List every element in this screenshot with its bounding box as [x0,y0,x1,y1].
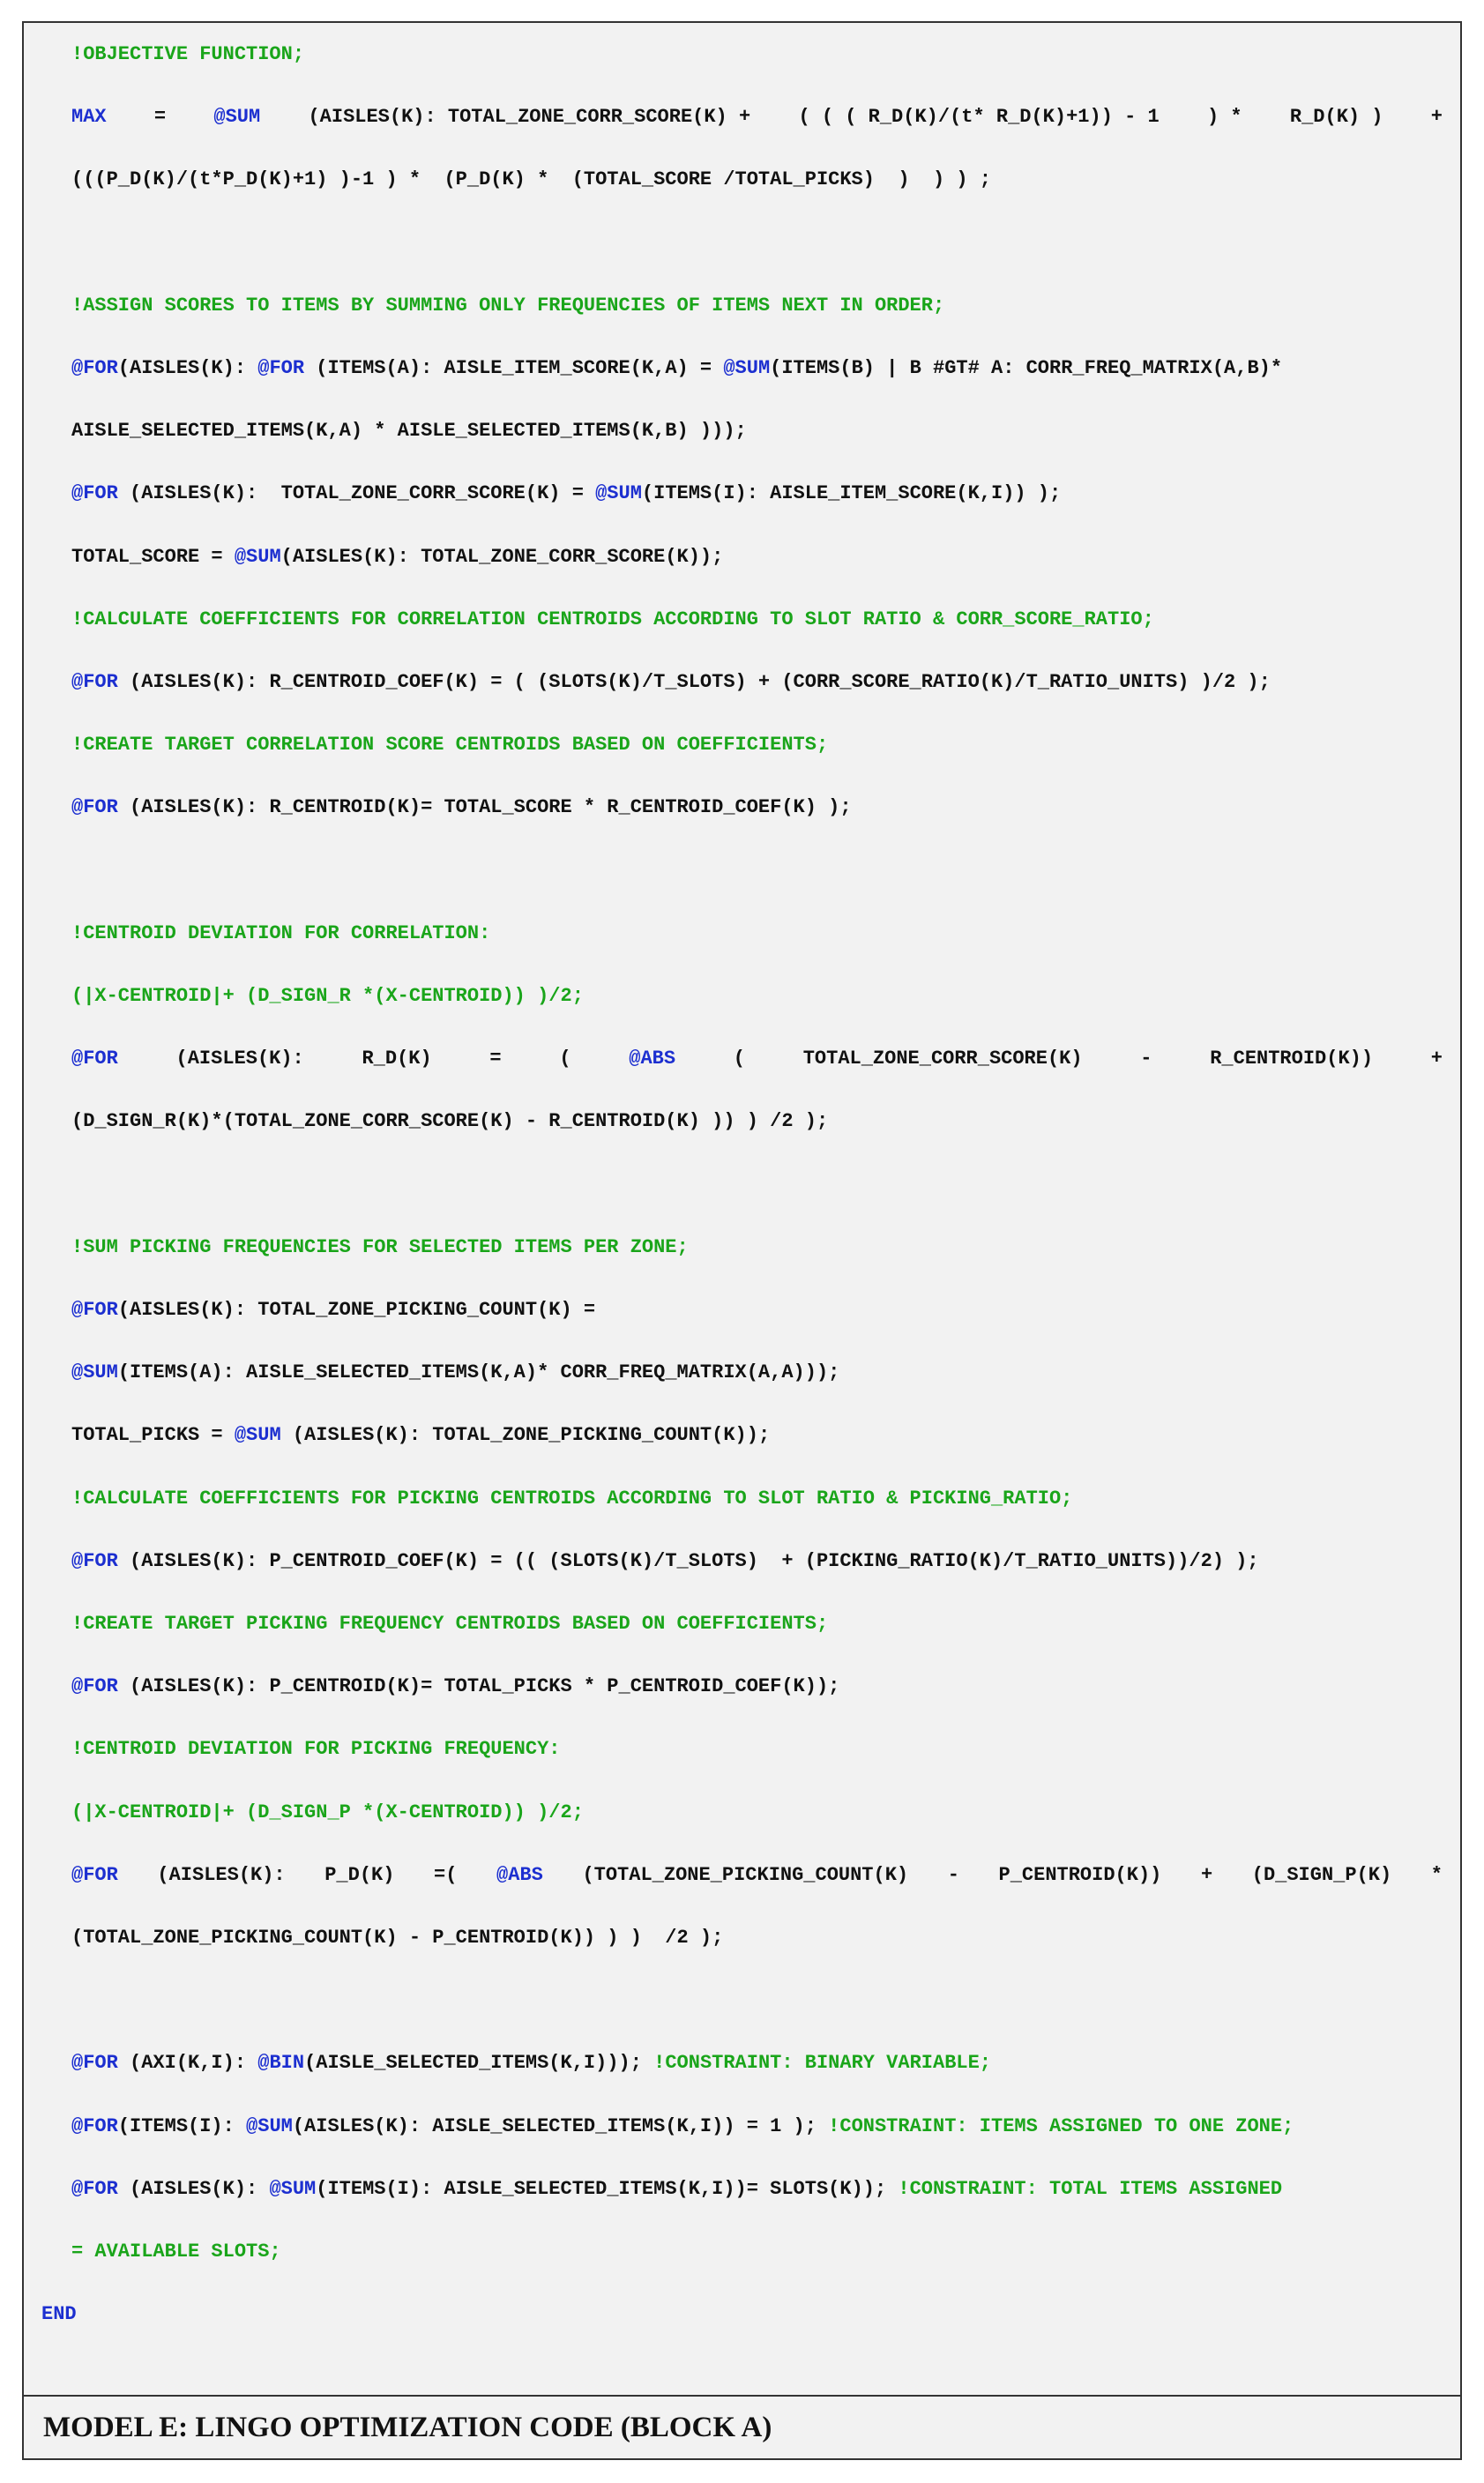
code-line [71,1293,1443,1328]
comment-token: !CENTROID DEVIATION FOR CORRELATION: [71,921,491,944]
code-token: (AISLES(K): P_CENTROID(K)= TOTAL_PICKS * P_CENTROID_COEF(K)); [117,1675,840,1698]
code-token: (D_SIGN_R(K)*(TOTAL_ZONE_CORR_SCORE(K) - R_CENTROID(K) )) ) /2 ); [71,1110,829,1133]
comment-token: !CREATE TARGET PICKING FREQUENCY CENTROIDS BASED ON COEFFICIENTS; [71,1613,829,1635]
code-token: (AISLES(K): TOTAL_ZONE_CORR_SCORE(K) = [117,482,596,505]
code-token: (((P_D(K)/(t*P_D(K)+1) )-1 ) * (P_D(K) * (TOTAL_SCORE /TOTAL_PICKS) ) ) ) ; [71,168,991,191]
code-token: (AISLES(K): R_CENTROID_COEF(K) = ( (SLOTS(K)/T_SLOTS) + (CORR_SCORE_RATIO(K)/T_RATIO_UNITS) )/2 ); [117,671,1271,693]
code-token: (ITEMS(I): AISLE_SELECTED_ITEMS(K,I))= SLOTS(K)); [316,2177,899,2200]
code-line [71,1355,1443,1391]
code-line [71,540,1443,575]
code-token: + [1200,1863,1213,1886]
blank-line [71,226,1443,261]
code-line [71,2046,1443,2081]
code-line [71,790,1443,825]
code-token: ( [733,1048,745,1070]
code-token: - [1140,1048,1152,1070]
code-block [24,23,1460,2398]
code-token: R_D(K) ) [1289,106,1383,129]
code-line [71,288,1443,324]
code-token: (ITEMS(A): AISLE_SELECTED_ITEMS(K,A)* CORR_FREQ_MATRIX(A,A))); [117,1361,840,1384]
code-token: (ITEMS(I): AISLE_ITEM_SCORE(K,I)) ); [641,482,1062,505]
code-token: ( ( ( R_D(K)/(t* R_D(K)+1)) - 1 [798,106,1160,129]
code-token: - [947,1863,959,1886]
code-line [71,1041,1443,1077]
code-line [71,1607,1443,1642]
keyword-token: @SUM [723,357,771,379]
comment-token: !CENTROID DEVIATION FOR PICKING FREQUENCY: [71,1738,561,1761]
code-line [71,100,1443,135]
keyword-token: @FOR [71,1675,118,1698]
code-line [71,414,1443,449]
keyword-token: @FOR [71,671,118,693]
code-line [71,162,1443,198]
comment-token: !CONSTRAINT: BINARY VARIABLE; [653,2052,992,2075]
keyword-token: @FOR [71,1299,118,1321]
keyword-token: @BIN [257,2052,305,2075]
code-token: (AISLES(K): P_CENTROID_COEF(K) = (( (SLOTS(K)/T_SLOTS) + (PICKING_RATIO(K)/T_RATIO_UNITS))/2) ); [117,1549,1259,1572]
keyword-token: MAX [71,106,107,129]
code-token: AISLE_SELECTED_ITEMS(K,A) * AISLE_SELECTED_ITEMS(K,B) ))); [71,420,747,443]
code-token: (D_SIGN_P(K) [1251,1863,1392,1886]
code-token: (AISLES(K): [175,1048,304,1070]
code-token: (AISLES(K): R_CENTROID(K)= TOTAL_SCORE * R_CENTROID_COEF(K) ); [117,796,852,819]
code-figure-frame [22,21,1462,2460]
keyword-token: @SUM [234,1424,281,1447]
code-token: P_D(K) [324,1863,395,1886]
code-line [71,602,1443,638]
comment-token: !CALCULATE COEFFICIENTS FOR CORRELATION CENTROIDS ACCORDING TO SLOT RATIO & CORR_SCORE_RATIO; [71,608,1154,630]
comment-token: !ASSIGN SCORES TO ITEMS BY SUMMING ONLY FREQUENCIES OF ITEMS NEXT IN ORDER; [71,294,945,317]
comment-token: = AVAILABLE SLOTS; [71,2241,281,2263]
keyword-token: @ABS [629,1048,676,1070]
code-line [71,727,1443,763]
code-token: (ITEMS(A): AISLE_ITEM_SCORE(K,A) = [304,357,724,379]
code-line [71,351,1443,386]
code-token: R_D(K) [362,1048,432,1070]
code-token: + [1430,1048,1443,1070]
code-line [71,37,1443,72]
code-line [71,1669,1443,1704]
keyword-token: @FOR [257,357,305,379]
code-line [71,1418,1443,1453]
blank-line [71,1983,1443,2018]
keyword-token: @SUM [71,1361,118,1384]
code-token: = [489,1048,502,1070]
keyword-token: @FOR [71,1549,118,1572]
blank-line [71,854,1443,889]
keyword-token: @ABS [496,1863,543,1886]
code-token: (AISLES(K): [117,2177,270,2200]
comment-token: !OBJECTIVE FUNCTION; [71,43,305,65]
keyword-token: @SUM [234,545,281,568]
code-token: TOTAL_PICKS = [71,1424,235,1447]
code-token: (ITEMS(I): [117,2114,247,2137]
code-token: (AISLES(K): AISLE_SELECTED_ITEMS(K,I)) = 1 ); [292,2114,829,2137]
code-token: ( [559,1048,571,1070]
code-line [71,979,1443,1014]
code-token: TOTAL_ZONE_CORR_SCORE(K) [802,1048,1083,1070]
keyword-token: @FOR [71,2052,118,2075]
code-token: + [1430,106,1443,129]
comment-token: !CONSTRAINT: TOTAL ITEMS ASSIGNED [898,2177,1283,2200]
code-token: P_CENTROID(K)) [998,1863,1162,1886]
comment-token: (|X-CENTROID|+ (D_SIGN_R *(X-CENTROID)) )/2; [71,985,584,1007]
code-line [71,1795,1443,1831]
code-line [71,665,1443,700]
code-line [71,1544,1443,1579]
comment-token: !SUM PICKING FREQUENCIES FOR SELECTED ITEMS PER ZONE; [71,1235,689,1258]
code-token: (AISLES(K): [117,357,258,379]
code-line [71,916,1443,951]
code-token: (AXI(K,I): [117,2052,258,2075]
code-token: (AISLES(K): TOTAL_ZONE_PICKING_COUNT(K) = [117,1299,596,1321]
keyword-token: @FOR [71,796,118,819]
code-token: TOTAL_SCORE = [71,545,235,568]
caption-bar [24,2395,1460,2458]
code-token: R_CENTROID(K)) [1210,1048,1374,1070]
code-token: (ITEMS(B) | B #GT# A: CORR_FREQ_MATRIX(A,B)* [770,357,1283,379]
code-token: (TOTAL_ZONE_PICKING_COUNT(K) [582,1863,909,1886]
code-token: (AISLE_SELECTED_ITEMS(K,I))); [304,2052,654,2075]
code-token: (TOTAL_ZONE_PICKING_COUNT(K) - P_CENTROID(K)) ) ) /2 ); [71,1927,724,1949]
code-token: ) * [1207,106,1242,129]
code-line [71,476,1443,511]
keyword-token: @FOR [71,2177,118,2200]
code-token: = [153,106,167,129]
code-line [71,1481,1443,1517]
comment-token: !CALCULATE COEFFICIENTS FOR PICKING CENTROIDS ACCORDING TO SLOT RATIO & PICKING_RATIO; [71,1487,1073,1510]
keyword-token: @SUM [269,2177,317,2200]
code-line [71,1920,1443,1956]
keyword-token: @FOR [71,1048,118,1070]
code-line [71,2109,1443,2144]
keyword-token: @SUM [213,106,261,129]
code-line [71,1858,1443,1893]
keyword-token: @FOR [71,2114,118,2137]
keyword-token: @FOR [71,1863,118,1886]
code-line [71,1732,1443,1767]
end-statement [41,2297,1443,2332]
code-token: (AISLES(K): TOTAL_ZONE_PICKING_COUNT(K)); [280,1424,771,1447]
keyword-token: @SUM [595,482,642,505]
keyword-token: @FOR [71,482,118,505]
code-line [71,1104,1443,1139]
code-line [71,2172,1443,2207]
code-line [71,2234,1443,2270]
comment-token: !CONSTRAINT: ITEMS ASSIGNED TO ONE ZONE; [828,2114,1294,2137]
comment-token: !CREATE TARGET CORRELATION SCORE CENTROIDS BASED ON COEFFICIENTS; [71,734,829,757]
keyword-token: @FOR [71,357,118,379]
code-token: =( [434,1863,458,1886]
figure-caption: MODEL E: LINGO OPTIMIZATION CODE (BLOCK A) [43,2412,772,2443]
code-token: (AISLES(K): TOTAL_ZONE_CORR_SCORE(K)); [280,545,724,568]
keyword-token: @SUM [246,2114,293,2137]
code-token: (AISLES(K): TOTAL_ZONE_CORR_SCORE(K) + [308,106,751,129]
blank-line [71,1167,1443,1203]
code-token: * [1430,1863,1443,1886]
keyword-token: END [41,2303,77,2326]
comment-token: (|X-CENTROID|+ (D_SIGN_P *(X-CENTROID)) )/2; [71,1801,584,1823]
code-line [71,1230,1443,1265]
code-token: (AISLES(K): [157,1863,286,1886]
